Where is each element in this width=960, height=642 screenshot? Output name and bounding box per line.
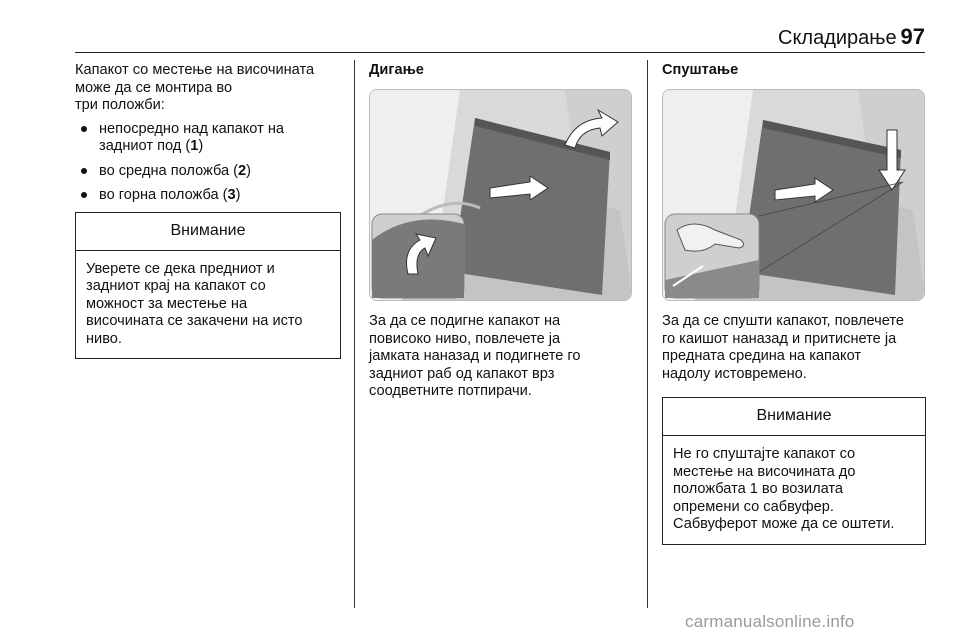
position-list [75, 121, 341, 205]
intro-line: може да се монтира во [75, 79, 233, 96]
intro-line: Капакот со местење на височината [75, 62, 315, 78]
lower-illustration [662, 89, 925, 301]
notice-line: можност за местење на [86, 295, 248, 312]
raise-illustration-graphic [370, 90, 632, 301]
caption-line: За да се подигне капакот на [369, 313, 561, 329]
notice-line: задниот крај на капакот со [86, 278, 266, 294]
caption-line: го каишот наназад и притиснете ја [662, 330, 897, 347]
notice-box [75, 212, 341, 360]
section-title: Складирање [778, 27, 897, 49]
notice-body [663, 436, 925, 544]
notice-line: Сабвуферот може да се оштети. [673, 516, 895, 532]
position-item: непосредно над капакот на задниот под (1) [75, 121, 341, 156]
raise-caption [369, 313, 632, 401]
caption-line: надолу истовремено. [662, 365, 807, 382]
notice-line: опремени со сабвуфер. [673, 498, 834, 515]
column-raise [369, 62, 632, 401]
notice-title: Внимание [663, 398, 925, 436]
page-number: 97 [900, 24, 925, 49]
notice-line: Уверете се дека предниот и [86, 260, 275, 277]
caption-line: предната средина на капакот [662, 348, 862, 364]
intro-line: три положби: [75, 97, 165, 113]
lower-illustration-graphic [663, 90, 925, 301]
column-lower [662, 62, 926, 545]
notice-body [76, 251, 340, 359]
notice-line: височината се закачени на исто [86, 313, 303, 329]
notice-box [662, 397, 926, 545]
caption-line: повисоко ниво, повлечете ја [369, 330, 561, 347]
notice-title: Внимание [76, 213, 340, 251]
caption-line: задниот раб од капакот врз [369, 365, 555, 382]
heading-lower: Спуштање [662, 62, 739, 78]
notice-line: Не го спуштајте капакот со [673, 446, 856, 462]
column-divider [354, 60, 355, 608]
notice-line: местење на височината до [673, 463, 856, 480]
column-intro [75, 62, 341, 359]
position-item: во средна положба (2) [75, 163, 341, 181]
caption-line: јамката наназад и подигнете го [369, 348, 581, 364]
column-divider [647, 60, 648, 608]
caption-line: соодветните потпирачи. [369, 383, 532, 399]
position-item: во горна положба (3) [75, 187, 341, 205]
caption-line: За да се спушти капакот, повлечете [662, 313, 905, 329]
notice-line: положбата 1 во возилата [673, 481, 844, 497]
heading-raise: Дигање [369, 62, 424, 78]
page-header [75, 24, 925, 53]
lower-caption [662, 313, 926, 383]
raise-illustration [369, 89, 632, 301]
watermark: carmanualsonline.info [685, 612, 855, 631]
notice-line: ниво. [86, 330, 122, 347]
